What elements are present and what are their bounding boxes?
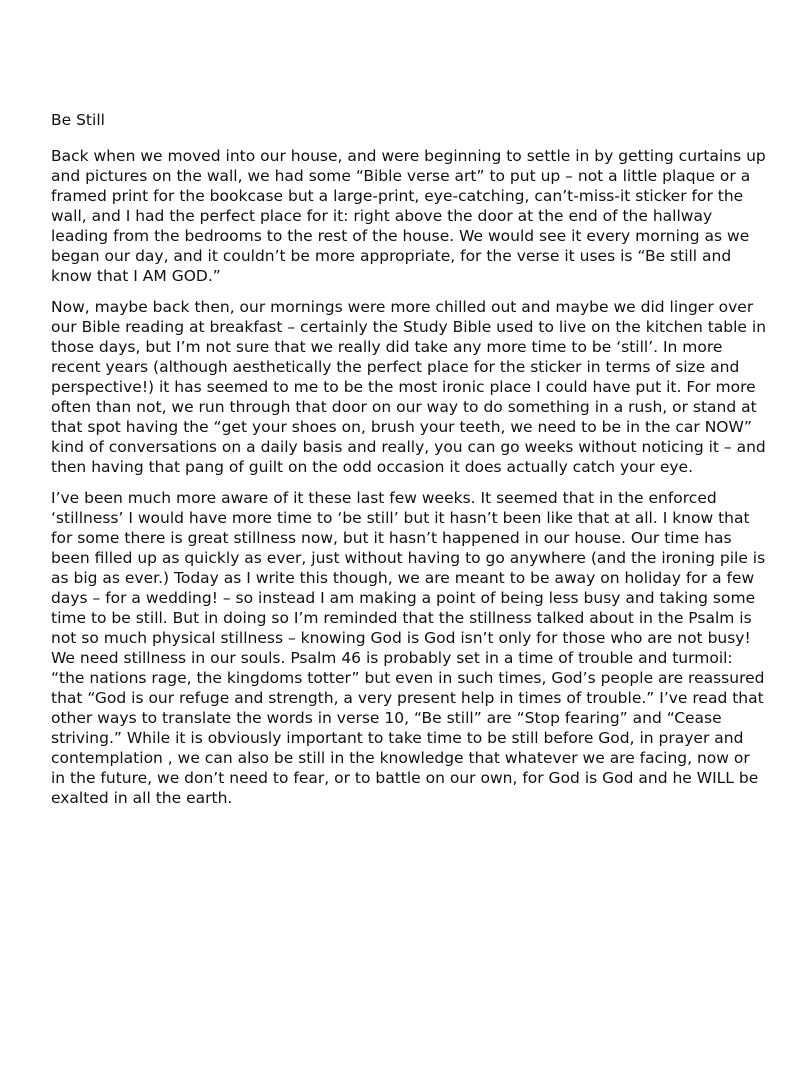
paragraph-1: Back when we moved into our house, and were beginning to settle in by getting curtains up and pictures on the wall, we had some “Bible verse art” to put up – not a little plaque or a framed print for the bookcase but a large-print, eye-catching, can’t-miss-it sticker for the wall, and I had the perfect place for it: right above the door at the end of the hallway leading from the bedrooms to the rest of the house. We would see it every morning as we began our day, and it couldn’t be more appropriate, for the verse it uses is “Be still and know that I AM GOD.” bbox=[51, 147, 766, 285]
document-title: Be Still bbox=[51, 111, 105, 129]
paragraph-2: Now, maybe back then, our mornings were more chilled out and maybe we did linger over our Bible reading at breakfast – certainly the Study Bible used to live on the kitchen table in those days, but I’m not sure that we really did take any more time to be ‘still’. In more recent years (although aesthetically the perfect place for the sticker in terms of size and perspective!) it has seemed to me to be the most ironic place I could have put it. For more often than not, we run through that door on our way to do something in a rush, or stand at that spot having the “get your shoes on, brush your teeth, we need to be in the car NOW” kind of conversations on a daily basis and really, you can go weeks without noticing it – and then having that pang of guilt on the odd occasion it does actually catch your eye. bbox=[51, 298, 767, 476]
document-body bbox=[51, 110, 767, 819]
paragraph-3: I’ve been much more aware of it these last few weeks. It seemed that in the enforced ‘stillness’ I would have more time to ‘be still’ but it hasn’t been like that at all. I know that for some there is great stillness now, but it hasn’t happened in our house. Our time has been filled up as quickly as ever, just without having to go anywhere (and the ironing pile is as big as ever.) Today as I write this though, we are meant to be away on holiday for a few days – for a wedding! – so instead I am making a point of being less busy and taking some time to be still. But in doing so I’m reminded that the stillness talked about in the Psalm is not so much physical stillness – knowing God is God isn’t only for those who are not busy! We need stillness in our souls. Psalm 46 is probably set in a time of trouble and turmoil: “the nations rage, the kingdoms totter” but even in such times, God’s people are reassured that “God is our refuge and strength, a very present help in times of trouble.” I’ve read that other ways to translate the words in verse 10, “Be still” are “Stop fearing” and “Cease striving.” While it is obviously important to take time to be still before God, in prayer and contemplation , we can also be still in the knowledge that whatever we are facing, now or in the future, we don’t need to fear, or to battle on our own, for God is God and he WILL be exalted in all the earth. bbox=[51, 489, 766, 807]
